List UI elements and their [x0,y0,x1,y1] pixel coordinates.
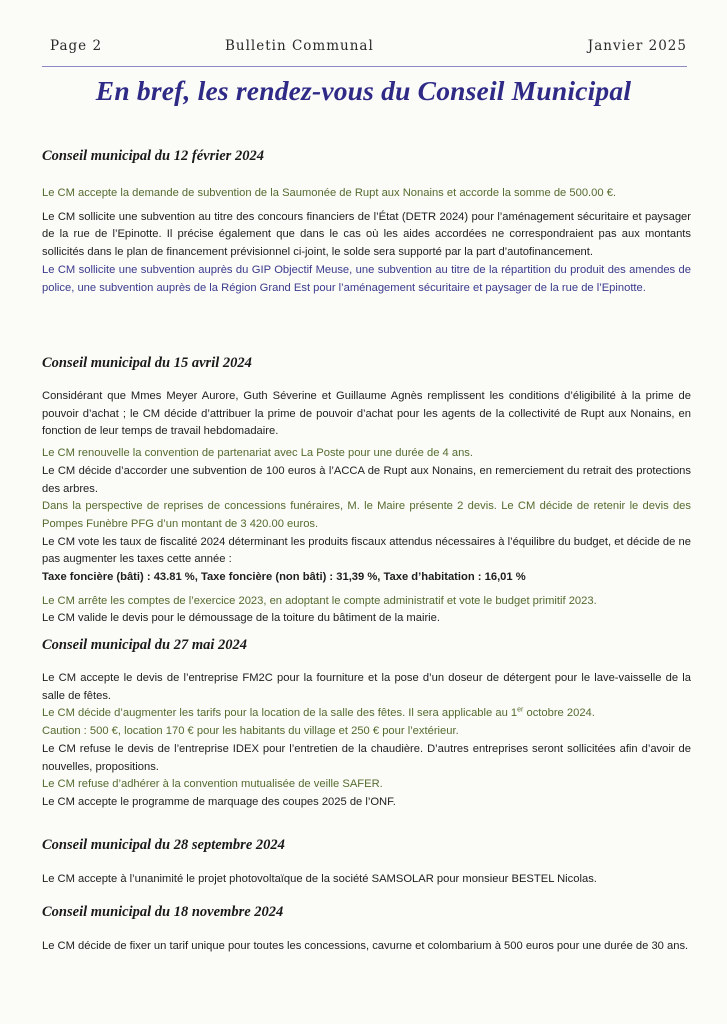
bulletin-name: Bulletin Communal [225,38,374,54]
paragraph: Le CM refuse le devis de l’entreprise IDEX pour l’entretien de la chaudière. D’autres entreprises seront sollicitées afin d’avoir de nouvelles, propositions. [42,742,691,773]
superscript: er [517,706,524,714]
paragraph: Le CM accepte la demande de subvention de la Saumonée de Rupt aux Nonains et accorde la somme de 500.00 €. [42,187,617,199]
paragraph: Le CM sollicite une subvention auprès du GIP Objectif Meuse, une subvention au titre de la répartition du produit des amendes de police, une subvention auprès de la Région Grand Est pour l’aménagement sécuritaire et paysager de la rue de l’Epinotte. [42,263,691,294]
paragraph: Le CM refuse d’adhérer à la convention mutualisée de veille SAFER. [42,778,383,791]
paragraph-text: octobre 2024. [523,707,595,720]
paragraph: Le CM arrête les comptes de l’exercice 2023, en adoptant le compte administratif et vote le budget primitif 2023. [42,594,597,607]
section-title: Conseil municipal du 28 septembre 2024 [42,837,285,853]
section-title: Conseil municipal du 15 avril 2024 [42,355,252,371]
header-divider [42,66,687,67]
page-title: En bref, les rendez-vous du Conseil Municipal [95,75,632,106]
page-header [50,38,687,60]
paragraph: Le CM renouvelle la convention de partenariat avec La Poste pour une durée de 4 ans. [42,447,474,460]
paragraph: Le CM décide de fixer un tarif unique pour toutes les concessions, cavurne et colombarium à 500 euros pour une durée de 30 ans. [42,940,689,952]
section-february [42,147,691,297]
paragraph [42,705,691,723]
issue-date: Janvier 2025 [587,38,687,54]
paragraph: Le CM accepte le programme de marquage des coupes 2025 de l’ONF. [42,795,396,808]
paragraph: Le CM valide le devis pour le démoussage de la toiture du bâtiment de la mairie. [42,612,440,625]
tax-rates: Taxe foncière (bâti) : 43.81 %, Taxe foncière (non bâti) : 31,39 %, Taxe d’habitation : 16,01 % [42,571,526,584]
section-april [42,354,691,628]
paragraph: Le CM accepte le devis de l’entreprise FM2C pour la fourniture et la pose d’un doseur de détergent pour le lave-vaisselle de la salle de fêtes. [42,672,691,702]
paragraph: Le CM sollicite une subvention au titre des concours financiers de l’État (DETR 2024) pour l’aménagement sécuritaire et paysager de la rue de l’Epinotte. Il précise également que dans le cas où les aides accordées ne correspondraient pas aux montants sollicités dans le plan de financement prévisionnel ci-joint, le solde sera supporté par la part d’autofinancement. [42,210,691,259]
page-number: Page 2 [50,38,103,54]
paragraph: Dans la perspective de reprises de concessions funéraires, M. le Maire présente 2 devis. Le CM décide de retenir le devis des Pompes Funèbre PFG d’un montant de 3 420.00 euros. [42,500,691,530]
paragraph: Le CM accepte à l’unanimité le projet photovoltaïque de la société SAMSOLAR pour monsieur BESTEL Nicolas. [42,873,597,885]
section-title: Conseil municipal du 12 février 2024 [42,148,264,164]
section-september [42,836,691,889]
paragraph: Considérant que Mmes Meyer Aurore, Guth Séverine et Guillaume Agnès remplissent les conditions d’éligibilité à la prime de pouvoir d’achat ; le CM décide d’attribuer la prime de pouvoir d’achat pour les agents de la collectivité de Rupt aux Nonains, en fonction de leur temps de travail hebdomadaire. [42,390,691,438]
section-may [42,636,691,812]
section-title: Conseil municipal du 27 mai 2024 [42,637,248,653]
section-title: Conseil municipal du 18 novembre 2024 [42,904,284,920]
paragraph: Le CM décide d’accorder une subvention de 100 euros à l’ACCA de Rupt aux Nonains, en remerciement du retrait des protections des arbres. [42,464,691,495]
paragraph-text: Le CM décide d’augmenter les tarifs pour la location de la salle des fêtes. Il sera applicable au 1 [42,707,518,720]
paragraph: Caution : 500 €, location 170 € pour les habitants du village et 250 € pour l’extérieur. [42,725,459,738]
section-november [42,903,691,956]
paragraph: Le CM vote les taux de fiscalité 2024 déterminant les produits fiscaux attendus nécessaires à l’équilibre du budget, et décide de ne pas augmenter les taxes cette année : [42,535,691,566]
